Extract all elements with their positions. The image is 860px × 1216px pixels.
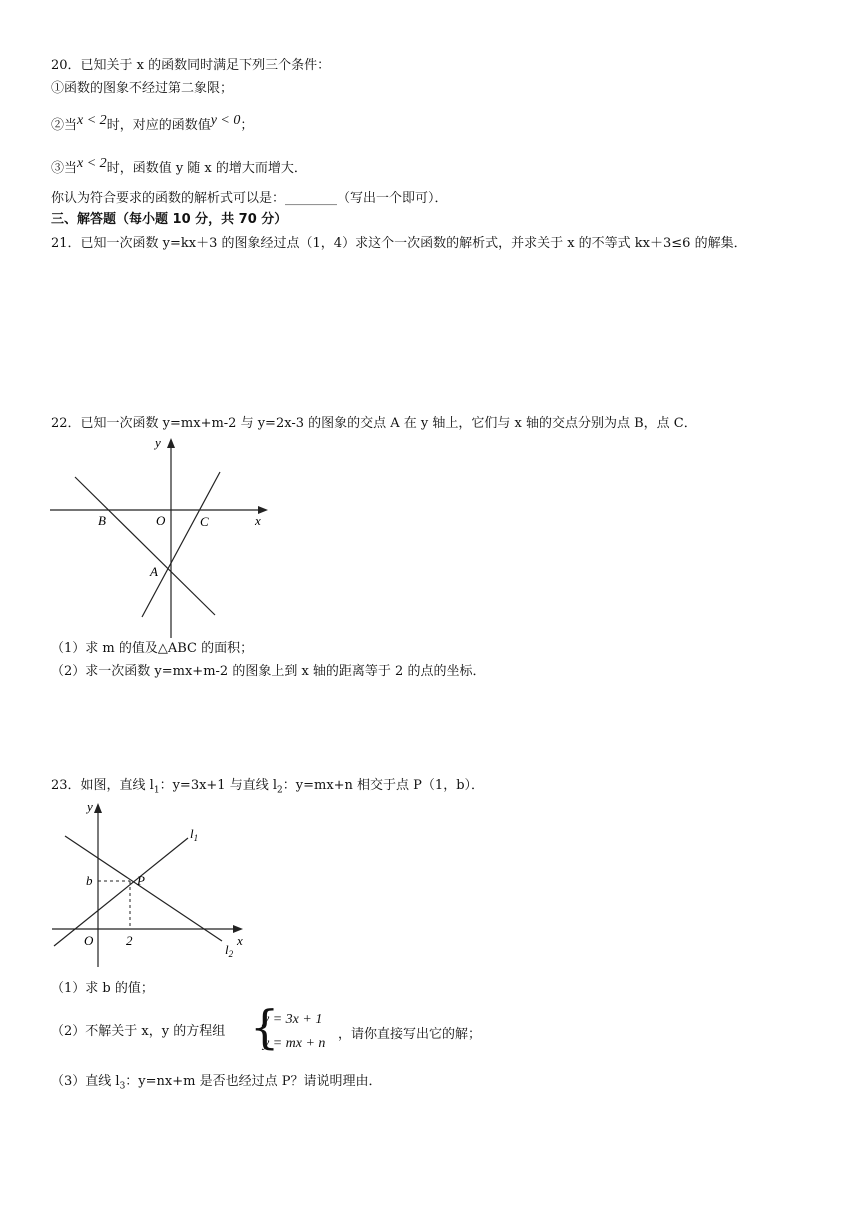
q20-condition-2 <box>51 113 254 135</box>
q23-stem-b: ：y=3x+1 与直线 l <box>159 778 278 793</box>
q23-label-x: x <box>237 933 243 948</box>
q20-c2-pre: ②当 <box>51 118 78 133</box>
q23-part-1: （1）求 b 的值； <box>51 981 154 996</box>
q23-label-P: P <box>137 873 145 888</box>
q23-part-2-post: ，请你直接写出它的解； <box>338 1027 482 1042</box>
q23-p3-a: （3）直线 l <box>51 1074 120 1089</box>
q22-figure <box>50 433 275 638</box>
q23-eq-2: y = mx + n <box>263 1036 326 1051</box>
q23-label-l2: $l_2$ <box>225 942 234 959</box>
q23-p3-sub: 3 <box>119 1081 126 1092</box>
q22-label-B: B <box>98 513 106 528</box>
q20-c2-val: y < 0 <box>210 113 241 128</box>
q23-eq-1: y = 3x + 1 <box>263 1012 323 1027</box>
q23-p3-b: ：y=nx+m 是否也经过点 P？请说明理由． <box>125 1074 382 1089</box>
q20-c3-pre: ③当 <box>51 161 78 176</box>
q21-text: 21．已知一次函数 y=kx＋3 的图象经过点（1，4）求这个一次函数的解析式，并求关于 x 的不等式 kx＋3≤6 的解集． <box>51 236 747 251</box>
q22-stem: 22．已知一次函数 y=mx+m-2 与 y=2x-3 的图象的交点 A 在 y 轴上，它们与 x 轴的交点分别为点 B，点 C． <box>51 416 697 431</box>
q22-label-A: A <box>150 564 158 579</box>
q22-part-2: （2）求一次函数 y=mx+m-2 的图象上到 x 轴的距离等于 2 的点的坐标． <box>51 664 486 679</box>
q20-condition-3 <box>51 156 307 178</box>
q23-part-3 <box>51 1073 381 1096</box>
q23-line-l2 <box>65 836 222 941</box>
q20-stem: 20．已知关于 x 的函数同时满足下列三个条件： <box>51 58 331 73</box>
q22-label-C: C <box>200 514 209 529</box>
q20-c2-ineq: x < 2 <box>77 113 107 128</box>
q23-system-brace: { <box>250 1000 280 1054</box>
q23-label-y: y <box>87 799 93 814</box>
q22-line-mx <box>75 477 215 615</box>
q23-part-2-pre: （2）不解关于 x，y 的方程组 <box>51 1024 226 1039</box>
q22-part-1: （1）求 m 的值及△ABC 的面积； <box>51 641 254 656</box>
q23-label-2: 2 <box>126 933 133 948</box>
q23-label-l1: $l_1$ <box>190 826 199 843</box>
q23-figure <box>50 795 255 970</box>
q22-y-arrow <box>167 438 175 448</box>
q20-c2-end: ； <box>240 118 254 133</box>
q23-label-b: b <box>86 873 93 888</box>
q23-y-arrow <box>94 803 102 813</box>
section-3-title: 三、解答题（每小题 10 分，共 70 分） <box>51 212 288 227</box>
q23-label-O: O <box>84 933 94 948</box>
q23-x-arrow <box>233 925 243 933</box>
q23-stem-a: 23．如图，直线 l <box>51 778 154 793</box>
q22-line-2x <box>142 472 220 617</box>
q22-label-x: x <box>255 513 261 528</box>
q20-condition-1: ①函数的图象不经过第二象限； <box>51 81 234 96</box>
q20-ask: 你认为符合要求的函数的解析式可以是：________（写出一个即可）． <box>51 191 448 206</box>
q22-label-y: y <box>155 435 161 450</box>
q23-stem-c: ：y=mx+n 相交于点 P（1，b）． <box>282 778 485 793</box>
q23-stem-sub1: 1 <box>153 785 160 796</box>
q23-line-l1 <box>54 838 188 946</box>
q20-c3-end: 时，函数值 y 随 x 的增大而增大． <box>106 161 307 176</box>
q22-label-O: O <box>156 513 166 528</box>
q23-stem-sub2: 2 <box>277 785 283 796</box>
q20-c2-mid: 时，对应的函数值 <box>106 118 211 133</box>
q20-c3-ineq: x < 2 <box>77 156 107 171</box>
